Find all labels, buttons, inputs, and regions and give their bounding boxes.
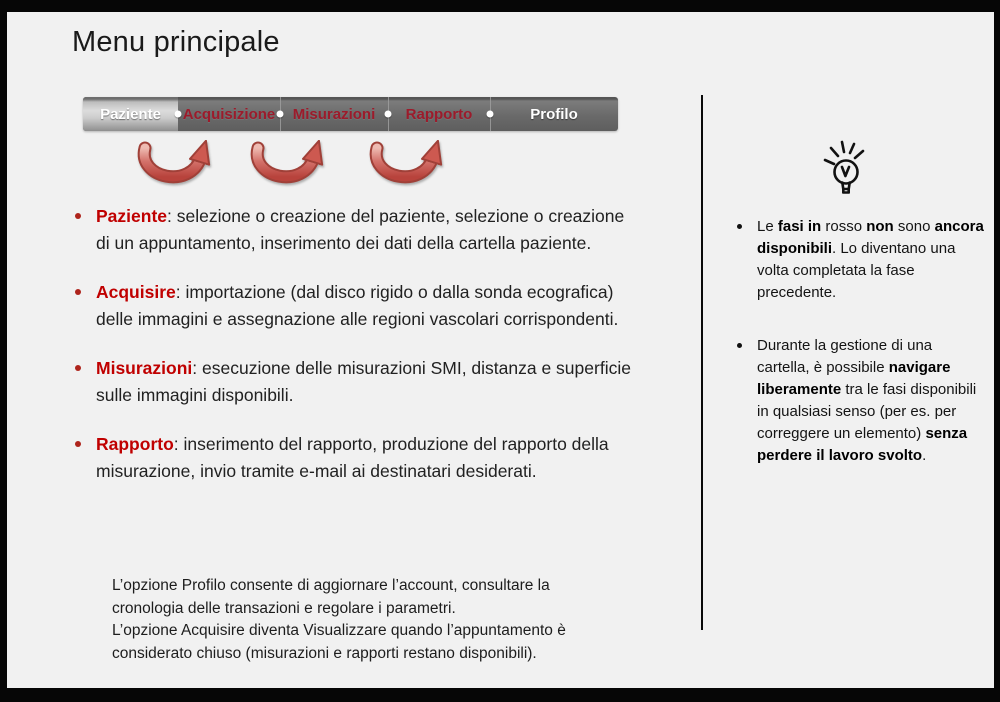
tab-label: Rapporto (405, 105, 473, 123)
tab-misurazioni[interactable] (280, 97, 388, 131)
tip-text: Durante la gestione di una cartella, è possibile navigare liberamente tra le fasi disponibili in qualsiasi senso (per es. per correggere un elemento) senza perdere il lavoro svolto. (757, 337, 977, 464)
tab-separator-dot-icon (175, 111, 182, 118)
tip-item (730, 335, 988, 467)
bullet-icon (75, 441, 81, 447)
tip-text: Le fasi in rosso non sono ancora disponibili. Lo diventano una volta completata la fase precedente. (757, 218, 984, 301)
tab-label: Profilo (530, 105, 578, 123)
tab-profilo[interactable] (490, 97, 618, 131)
bullet-text: Rapporto: inserimento del rapporto, produzione del rapporto della misurazione, invio tramite e-mail ai destinatari desiderati. (96, 434, 609, 481)
curved-arrow-icon (134, 140, 212, 186)
footnote-line: L’opzione Acquisire diventa Visualizzare quando l’appuntamento è considerato chiuso (misurazioni e rapporti restano disponibili). (112, 622, 566, 662)
vertical-divider (701, 95, 703, 630)
main-menu-bar (83, 97, 618, 131)
bullet-icon (75, 289, 81, 295)
bullet-text: Misurazioni: esecuzione delle misurazioni SMI, distanza e superficie sulle immagini disponibili. (96, 358, 631, 405)
page-title: Menu principale (72, 26, 280, 58)
curved-arrow-icon (366, 140, 444, 186)
tab-separator-dot-icon (487, 111, 494, 118)
bullet-icon (75, 213, 81, 219)
tip-item (730, 216, 988, 304)
list-item-paziente (72, 203, 634, 257)
list-item-acquisire (72, 279, 634, 333)
bullet-icon (737, 224, 742, 229)
list-item-misurazioni (72, 355, 634, 409)
list-item-rapporto (72, 431, 634, 485)
lightbulb-icon (815, 136, 877, 198)
curved-arrow-icon (247, 140, 325, 186)
footnote-line: L’opzione Profilo consente di aggiornare l’account, consultare la cronologia delle transazioni e regolare i parametri. (112, 577, 550, 617)
frame-border-top (0, 0, 1000, 12)
tab-label: Acquisizione (182, 105, 276, 123)
tab-separator-dot-icon (277, 111, 284, 118)
bullet-text: Paziente: selezione o creazione del paziente, selezione o creazione di un appuntamento, inserimento dei dati della cartella paziente. (96, 206, 625, 253)
bullet-icon (737, 343, 742, 348)
footnote (112, 575, 590, 665)
tab-acquisizione[interactable] (178, 97, 280, 131)
bullet-text: Acquisire: importazione (dal disco rigido o dalla sonda ecografica) delle immagini e assegnazione alle regioni vascolari corrispondenti. (96, 282, 619, 329)
tab-label: Misurazioni (292, 105, 376, 123)
bullet-icon (75, 365, 81, 371)
frame-border-left (0, 0, 7, 702)
tab-separator-dot-icon (385, 111, 392, 118)
frame-border-right (994, 0, 1000, 702)
tab-rapporto[interactable] (388, 97, 490, 131)
tab-paziente[interactable] (83, 97, 178, 131)
frame-border-bottom (0, 688, 1000, 702)
tips-list (730, 216, 988, 498)
tab-label: Paziente (100, 105, 161, 123)
menu-description-list (72, 203, 634, 507)
